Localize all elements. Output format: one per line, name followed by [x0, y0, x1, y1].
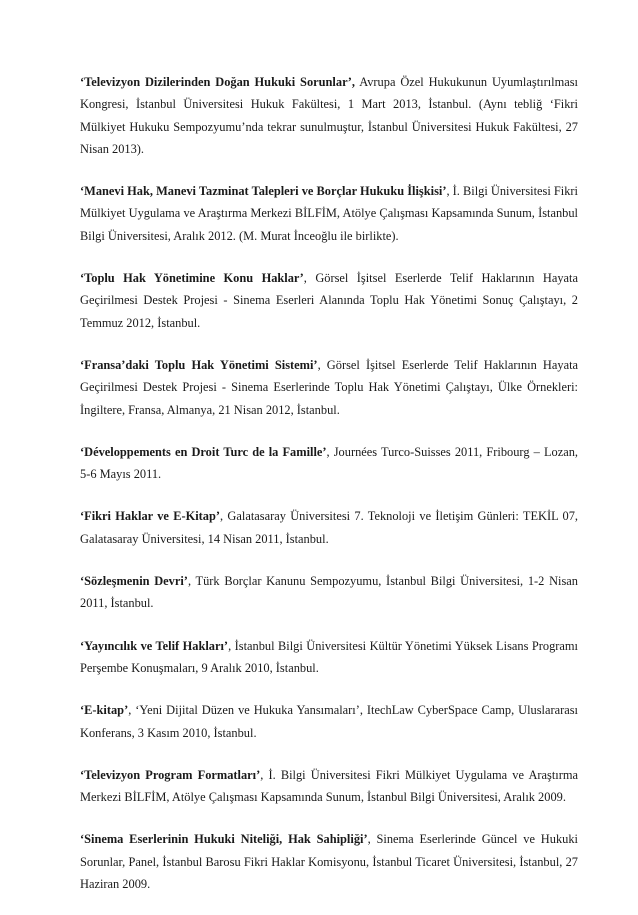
- entry-details: Avrupa Özel Hukukunun Uyumlaştırılması Kongresi, İstanbul Üniversitesi Hukuk Fakültesi, 1 Mart 2013, İstanbul. (Aynı tebliğ ‘Fikri Mülkiyet Hukuku Sempozyumu’nda tekrar sunulmuştur, İstanbul Üniversitesi Hukuk Fakültesi, 27 Nisan 2013).: [80, 75, 578, 156]
- entry-details: , Sinema Eserlerinde Güncel ve Hukuki Sorunlar, Panel, İstanbul Barosu Fikri Haklar Komisyonu, İstanbul Ticaret Üniversitesi, İstanbul, 27 Haziran 2009.: [80, 832, 578, 892]
- entry-title: ‘E-kitap’: [80, 703, 129, 718]
- entry-title: ‘Toplu Hak Yönetimine Konu Haklar’: [80, 271, 304, 286]
- presentation-entry: [80, 828, 578, 895]
- presentation-entry: [80, 699, 578, 744]
- presentation-entry: [80, 505, 578, 550]
- entry-details: , Görsel İşitsel Eserlerde Telif Haklarının Hayata Geçirilmesi Destek Projesi - Sinema Eserleri Alanında Toplu Hak Yönetimi Sonuç Çalıştayı, 2 Temmuz 2012, İstanbul.: [80, 271, 578, 330]
- entry-title: ‘Fikri Haklar ve E-Kitap’: [80, 509, 221, 524]
- entry-title: ‘Televizyon Dizilerinden Doğan Hukuki Sorunlar’,: [80, 75, 356, 89]
- entry-title: ‘Televizyon Program Formatları’: [80, 767, 261, 782]
- entry-details: , Journées Turco-Suisses 2011, Fribourg – Lozan, 5-6 Mayıs 2011.: [80, 444, 578, 482]
- entry-details: , Galatasaray Üniversitesi 7. Teknoloji ve İletişim Günleri: TEKİL 07, Galatasaray Üniversitesi, 14 Nisan 2011, İstanbul.: [80, 509, 579, 546]
- presentation-entry: [80, 267, 578, 334]
- presentation-list: [80, 71, 578, 915]
- entry-title: ‘Développements en Droit Turc de la Famille’: [80, 444, 327, 459]
- entry-details: , ‘Yeni Dijital Düzen ve Hukuka Yansımaları’, ItechLaw CyberSpace Camp, Uluslararası Konferans, 3 Kasım 2010, İstanbul.: [80, 703, 578, 740]
- entry-details: , İ. Bilgi Üniversitesi Fikri Mülkiyet Uygulama ve Araştırma Merkezi BİLFİM, Atölye Çalışması Kapsamında Sunum, İstanbul Bilgi Üniversitesi, Aralık 2012. (M. Murat İnceoğlu ile birlikte).: [80, 184, 578, 243]
- presentation-entry: [80, 570, 578, 615]
- entry-details: , İ. Bilgi Üniversitesi Fikri Mülkiyet Uygulama ve Araştırma Merkezi BİLFİM, Atölye Çalışması Kapsamında Sunum, İstanbul Bilgi Üniversitesi, Aralık 2009.: [80, 767, 578, 805]
- presentation-entry: [80, 354, 578, 421]
- entry-title: ‘Fransa’daki Toplu Hak Yönetimi Sistemi’: [80, 357, 318, 372]
- presentation-entry: [80, 71, 578, 160]
- presentation-entry: [80, 180, 578, 247]
- entry-title: ‘Sözleşmenin Devri’: [80, 574, 188, 589]
- entry-title: ‘Yayıncılık ve Telif Hakları’: [80, 638, 229, 653]
- entry-title: ‘Manevi Hak, Manevi Tazminat Talepleri ve Borçlar Hukuku İlişkisi’: [80, 184, 447, 199]
- entry-details: , Görsel İşitsel Eserlerde Telif Haklarının Hayata Geçirilmesi Destek Projesi - Sinema Eserlerinde Toplu Hak Yönetimi Çalıştayı, Ülke Örnekleri: İngiltere, Fransa, Almanya, 21 Nisan 2012, İstanbul.: [80, 357, 579, 417]
- presentation-entry: [80, 764, 578, 809]
- entry-details: , Türk Borçlar Kanunu Sempozyumu, İstanbul Bilgi Üniversitesi, 1-2 Nisan 2011, İstanbul.: [80, 574, 578, 611]
- presentation-entry: [80, 635, 578, 680]
- entry-title: ‘Sinema Eserlerinin Hukuki Niteliği, Hak Sahipliği’: [80, 832, 368, 847]
- entry-details: , İstanbul Bilgi Üniversitesi Kültür Yönetimi Yüksek Lisans Programı Perşembe Konuşmaları, 9 Aralık 2010, İstanbul.: [80, 638, 578, 675]
- presentation-entry: [80, 441, 578, 486]
